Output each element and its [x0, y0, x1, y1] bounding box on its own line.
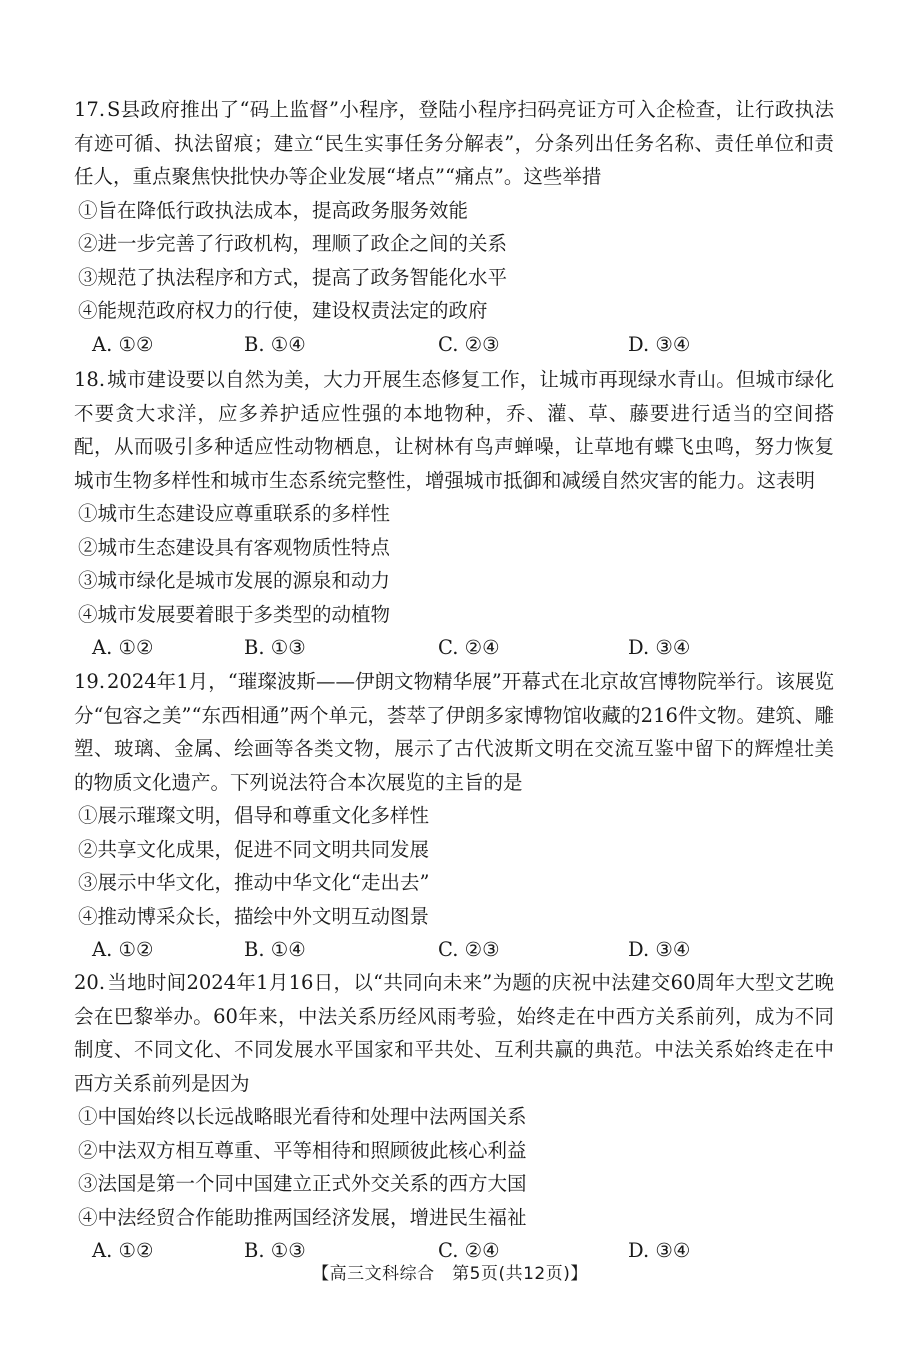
statement-list — [74, 1100, 834, 1234]
statement-list — [74, 497, 834, 631]
statement-item: ③法国是第一个同中国建立正式外交关系的西方大国 — [78, 1172, 527, 1195]
statement-list — [74, 799, 834, 933]
answer-choice-a: A. ①② — [92, 938, 154, 961]
question-20 — [74, 966, 834, 1267]
answer-choice-a: A. ①② — [92, 1239, 154, 1262]
question-text: S县政府推出了“码上监督”小程序，登陆小程序扫码亮证方可入企检查，让行政执法有迹可循、执法留痕；建立“民生实事任务分解表”，分条列出任务名称、责任单位和责任人，重点聚焦快批快办等企业发展“堵点”“痛点”。这些举措 — [74, 98, 834, 188]
question-text: 2024年1月，“璀璨波斯——伊朗文物精华展”开幕式在北京故宫博物院举行。该展览分“包容之美”“东西相通”两个单元，荟萃了伊朗多家博物馆收藏的216件文物。建筑、雕塑、玻璃、金属、绘画等各类文物，展示了古代波斯文明在交流互鉴中留下的辉煌壮美的物质文化遗产。下列说法符合本次展览的主旨的是 — [74, 670, 834, 794]
answer-choice-d: D. ③④ — [628, 332, 691, 356]
statement-item: ②共享文化成果，促进不同文明共同发展 — [78, 837, 430, 861]
answer-choices — [74, 631, 834, 664]
question-text: 城市建设要以自然为美，大力开展生态修复工作，让城市再现绿水青山。但城市绿化不要贪大求洋，应多养护适应性强的本地物种，乔、灌、草、藤要进行适当的空间搭配，从而吸引多种适应性动物栖息，让树林有鸟声蝉噪，让草地有蝶飞虫鸣，努力恢复城市生物多样性和城市生态系统完整性，增强城市抵御和减缓自然灾害的能力。这表明 — [74, 368, 834, 492]
statement-item: ①中国始终以长远战略眼光看待和处理中法两国关系 — [78, 1105, 527, 1128]
question-stem — [74, 966, 834, 1100]
question-stem — [74, 363, 834, 497]
answer-choice-b: B. ①④ — [244, 938, 306, 961]
answer-choice-c: C. ②③ — [438, 332, 500, 356]
statement-item: ④能规范政府权力的行使，建设权责法定的政府 — [78, 299, 488, 322]
answer-choice-a: A. ①② — [92, 636, 154, 659]
statement-item: ④推动博采众长，描绘中外文明互动图景 — [78, 904, 430, 928]
answer-choice-d: D. ③④ — [628, 1239, 691, 1262]
answer-choices — [74, 328, 834, 361]
question-18 — [74, 363, 834, 664]
answer-choice-c: C. ②④ — [438, 636, 500, 659]
answer-choices — [74, 933, 834, 966]
answer-choice-c: C. ②④ — [438, 1239, 500, 1262]
question-number: 18. — [74, 368, 106, 391]
statement-item: ③规范了执法程序和方式，提高了政务智能化水平 — [78, 265, 508, 289]
answer-choice-c: C. ②③ — [438, 938, 500, 961]
page-footer: 【高三文科综合 第5页(共12页)】 — [312, 1264, 588, 1284]
statement-item: ①展示璀璨文明，倡导和尊重文化多样性 — [78, 804, 430, 827]
question-19 — [74, 665, 834, 966]
answer-choice-d: D. ③④ — [628, 938, 691, 961]
answer-choice-d: D. ③④ — [628, 636, 691, 659]
answer-choice-b: B. ①③ — [244, 636, 306, 659]
answer-choice-a: A. ①② — [92, 332, 154, 356]
question-text: 当地时间2024年1月16日，以“共同向未来”为题的庆祝中法建交60周年大型文艺晚会在巴黎举办。60年来，中法关系历经风雨考验，始终走在中西方关系前列，成为不同制度、不同文化、不同发展水平国家和平共处、互利共赢的典范。中法关系始终走在中西方关系前列是因为 — [74, 971, 834, 1095]
question-17 — [74, 93, 834, 361]
statement-item: ②进一步完善了行政机构，理顺了政企之间的关系 — [78, 232, 508, 255]
statement-item: ④城市发展要着眼于多类型的动植物 — [78, 602, 391, 626]
statement-item: ①城市生态建设应尊重联系的多样性 — [78, 502, 391, 525]
question-number: 17. — [74, 98, 106, 121]
answer-choice-b: B. ①③ — [244, 1239, 306, 1262]
answer-choice-b: B. ①④ — [244, 332, 306, 356]
question-number: 20. — [74, 971, 106, 994]
statement-item: ③城市绿化是城市发展的源泉和动力 — [78, 569, 391, 592]
statement-list — [74, 194, 834, 328]
statement-item: ②中法双方相互尊重、平等相待和照顾彼此核心利益 — [78, 1138, 527, 1162]
statement-item: ②城市生态建设具有客观物质性特点 — [78, 535, 391, 559]
question-stem — [74, 93, 834, 194]
question-stem — [74, 665, 834, 799]
statement-item: ①旨在降低行政执法成本，提高政务服务效能 — [78, 198, 469, 222]
question-number: 19. — [74, 670, 106, 693]
statement-item: ③展示中华文化，推动中华文化“走出去” — [78, 871, 430, 894]
statement-item: ④中法经贸合作能助推两国经济发展，增进民生福祉 — [78, 1205, 527, 1229]
